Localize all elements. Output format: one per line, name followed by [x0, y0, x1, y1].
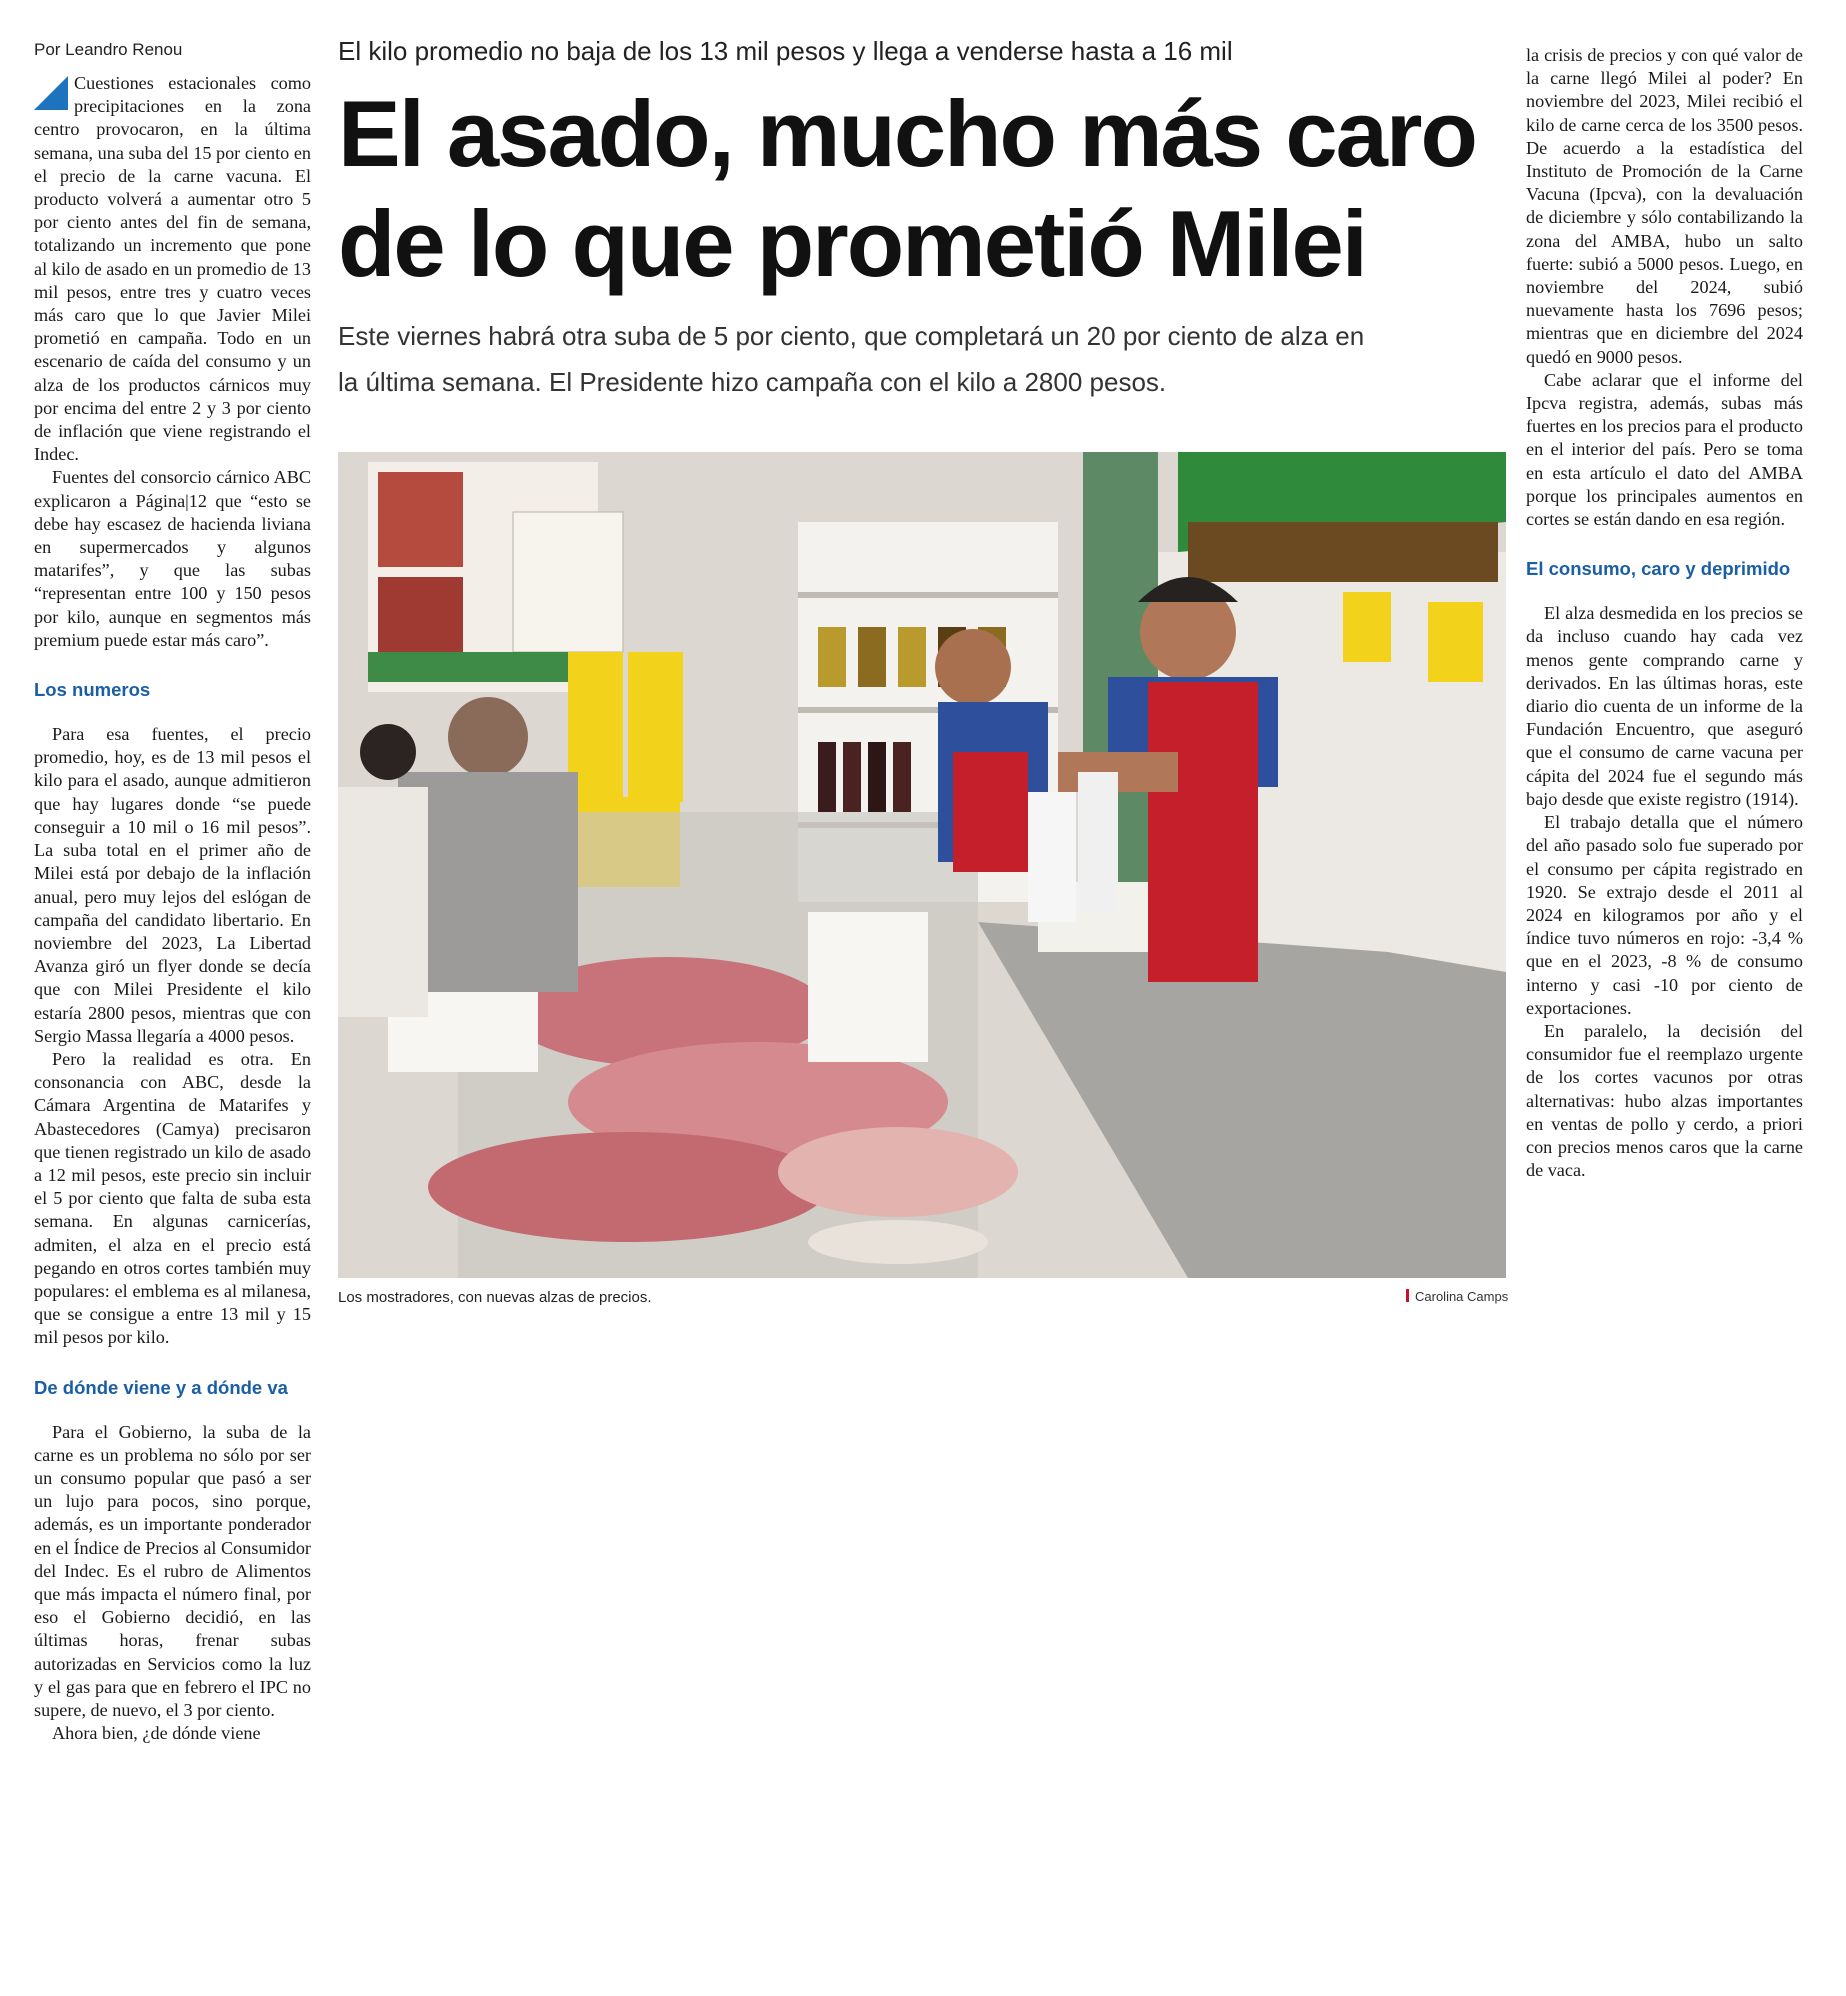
credit-bar-icon [1406, 1289, 1409, 1302]
deck: Este viernes habrá otra suba de 5 por ciento, que completará un 20 por ciento de alza en la última semana. El Presidente hizo campaña con el kilo a 2800 pesos. [338, 321, 1365, 397]
lead-paragraph: Cuestiones estacionales como precipitaciones en la zona centro provocaron, en la última semana, una suba del 15 por ciento en el precio de la carne vacuna. El producto volverá a aumentar otro 5 por ciento antes del fin de semana, totalizando un incremento que pone al kilo de asado en un promedio de 13 mil pesos, entre tres y cuatro veces más caro que lo que Javier Milei prometió en campaña. Todo en un escenario de caída del consumo y un alza de los productos cárnicos muy por encima del entre 2 y 3 por ciento de inflación que viene registrando el Indec. [34, 73, 311, 465]
body-paragraph: En paralelo, la decisión del consumidor fue el reemplazo urgente de los cortes vacunos por otras alternativas: hubo alzas importantes en ventas de pollo y cerdo, a priori con precios menos caros que la carne de vaca. [1526, 1020, 1803, 1181]
kicker: El kilo promedio no baja de los 13 mil pesos y llega a venderse hasta a 16 mil [338, 36, 1233, 66]
right-column [1526, 44, 1803, 1182]
body-paragraph: Pero la realidad es otra. En consonancia con ABC, desde la Cámara Argentina de Matarifes y Abastecedores (Camya) precisaron que tienen registrado un kilo de asado a 12 mil pesos, este precio sin incluir el 5 por ciento que falta de suba esta semana. En algunas carnicerías, admiten, el alza en el precio está pegando en otros cortes también muy populares: el emblema es al milanesa, que se consigue a entre 13 mil y 15 mil pesos por kilo. [34, 1048, 311, 1348]
left-column-text [34, 72, 311, 1745]
article-header [338, 36, 1508, 405]
photo-credit: Carolina Camps [1406, 1289, 1508, 1304]
subhead-el-consumo: El consumo, caro y deprimido [1526, 558, 1791, 580]
body-paragraph: Para el Gobierno, la suba de la carne es un problema no sólo por ser un consumo popular que pasó a ser un lujo para pocos, sino porque, además, es un importante ponderador en el Índice de Precios al Consumidor del Indec. Es el rubro de Alimentos que más impacta el número final, por eso el Gobierno decidió, en las últimas horas, frenar subas autorizadas en Servicios como la luz y el gas para que en febrero el IPC no supere, de nuevo, el 3 por ciento. [34, 1421, 311, 1720]
body-paragraph: Fuentes del consorcio cárnico ABC explicaron a Página|12 que “esto se debe hay escasez de hacienda liviana en supermercados y algunos matarifes”, y que las subas “representan entre 100 y 150 pesos por kilo, aunque en segmentos más premium puede estar más caro”. [34, 467, 311, 650]
body-paragraph: El trabajo detalla que el número del año pasado solo fue superado por el consumo per cápita registrado en 1920. Se extrajo desde el 2011 al 2024 en kilogramos por año y el índice tuvo números en rojo: -3,4 % que en el 2023, -8 % de consumo interno y casi -10 por ciento de exportaciones. [1526, 812, 1803, 1018]
body-paragraph: El alza desmedida en los precios se da incluso cuando hay cada vez menos gente comprando carne y derivados. En las últimas horas, este diario dio cuenta de un informe de la Fundación Encuentro, que aseguró que el consumo de carne vacuna per cápita del 2024 fue el segundo más bajo desde que existe registro (1914). [1526, 603, 1803, 809]
subhead-los-numeros: Los numeros [34, 679, 151, 701]
byline: Por Leandro Renou [34, 40, 183, 59]
headline: El asado, mucho más caro de lo que prometió Milei [338, 81, 1476, 296]
body-paragraph: Cabe aclarar que el informe del Ipcva registra, además, subas más fuertes en los precios para el producto en el interior del país. Pero se toma en esta artículo el dato del AMBA porque los principales aumentos en cortes se están dando en esa región. [1526, 369, 1803, 530]
photo-caption: Los mostradores, con nuevas alzas de precios. [338, 1289, 652, 1306]
triangle-mark-icon [34, 76, 68, 110]
body-paragraph: Para esa fuentes, el precio promedio, hoy, es de 13 mil pesos el kilo para el asado, aunque admitieron que hay lugares donde “se puede conseguir a 10 mil o 16 mil pesos”. La suba total en el primer año de Milei está por debajo de la inflación anual, pero muy lejos del eslógan de campaña del candidato libertario. En noviembre del 2023, La Libertad Avanza giró un flyer donde se decía que con Milei Presidente el kilo estaría 2800 pesos, mientras que con Sergio Massa llegaría a 4000 pesos. [34, 724, 311, 1046]
subhead-de-donde-viene: De dónde viene y a dónde va [34, 1376, 288, 1398]
body-paragraph: la crisis de precios y con qué valor de la carne llegó Milei al poder? En noviembre del 2023, Milei recibió el kilo de carne cerca de los 3500 pesos. De acuerdo a la estadística del Instituto de Promoción de la Carne Vacuna (Ipcva), con la devaluación de diciembre y sólo contabilizando la zona del AMBA, hubo un salto fuerte: subió a 5000 pesos. Luego, en noviembre del 2024, subió nuevamente hasta los 7696 pesos; mientras que en diciembre del 2024 quedó en 9000 pesos. [1526, 45, 1803, 367]
body-paragraph: Ahora bien, ¿de dónde viene [52, 1723, 261, 1744]
butcher-shop-photo [338, 452, 1506, 1278]
left-column [34, 40, 311, 1745]
